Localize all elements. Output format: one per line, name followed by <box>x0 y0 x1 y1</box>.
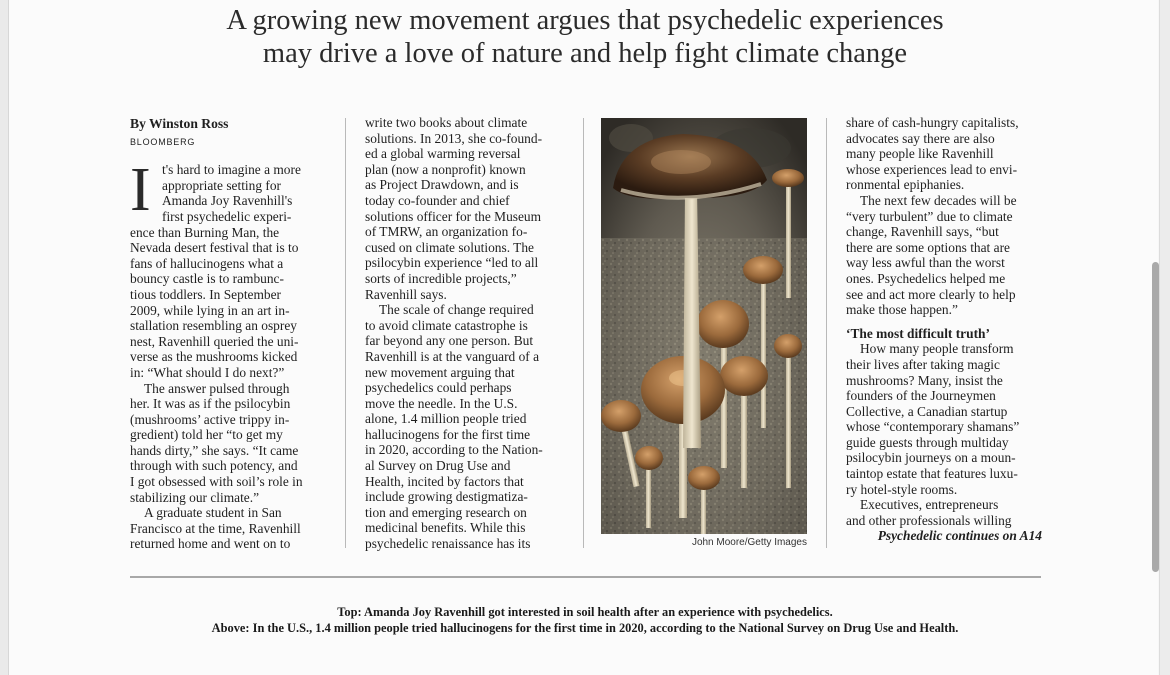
caption-line-1: Top: Amanda Joy Ravenhill got interested in soil health after an experience with psychedelics. <box>337 605 833 619</box>
text-line: psilocybin experience “led to all <box>365 255 539 271</box>
text-line: ronmental epiphanies. <box>846 177 965 193</box>
text-line: Health, incited by factors that <box>365 473 524 489</box>
text-line: taintop estate that features luxu- <box>846 466 1018 482</box>
text-line: and other professionals willing <box>846 512 1012 528</box>
text-line: far beyond any one person. But <box>365 333 534 349</box>
text-line: ence than Burning Man, the <box>130 224 280 240</box>
text-line: 2009, while lying in an art in- <box>130 302 290 318</box>
column-2 <box>365 115 565 552</box>
text-line: The answer pulsed through <box>144 380 290 396</box>
text-line: ed a global warming reversal <box>365 146 521 162</box>
text-line: (mushrooms’ active trippy in- <box>130 411 290 427</box>
text-line: Ravenhill is at the vanguard of a <box>365 348 540 364</box>
text-line: tion and emerging research on <box>365 504 527 520</box>
photo-credit: John Moore/Getty Images <box>691 537 807 548</box>
text-line: of TMRW, an organization fo- <box>365 224 528 240</box>
text-line: solutions officer for the Museum <box>365 208 542 224</box>
opening-paragraph <box>130 156 325 380</box>
paragraph-2 <box>130 381 325 506</box>
text-line: her. It was as if the psilocybin <box>130 396 291 412</box>
text-line: guide guests through multiday <box>846 434 1009 450</box>
text-line: appropriate setting for <box>162 177 281 193</box>
text-line: founders of the Journeymen <box>846 388 996 404</box>
paragraph-8 <box>846 341 1042 497</box>
text-line: see and act more clearly to help <box>846 286 1016 302</box>
text-line: as Project Drawdown, and is <box>365 177 519 193</box>
text-line: in: “What should I do next?” <box>130 364 285 380</box>
caption-rule <box>130 576 1041 578</box>
text-line: alone, 1.4 million people tried <box>365 411 527 427</box>
text-line: t's hard to imagine a more <box>162 162 301 178</box>
paragraph-7 <box>846 193 1042 318</box>
mushroom-photo <box>601 118 807 534</box>
text-line: include growing destigmatiza- <box>365 489 528 505</box>
column-rule <box>583 118 584 548</box>
text-line: solutions. In 2013, she co-found- <box>365 130 543 146</box>
text-line: psychedelics could perhaps <box>365 380 512 396</box>
text-line: fans of hallucinogens what a <box>130 255 284 271</box>
text-line: Francisco at the time, Ravenhill <box>130 520 301 536</box>
text-line: ones. Psychedelics helped me <box>846 270 1006 286</box>
text-line: many people like Ravenhill <box>846 146 994 162</box>
text-line: stabilizing our climate.” <box>130 489 260 505</box>
text-line: tious toddlers. In September <box>130 286 281 302</box>
paragraph-9 <box>846 497 1042 528</box>
jump-line: Psychedelic continues on A14 <box>877 528 1042 544</box>
text-line: Amanda Joy Ravenhill's <box>162 193 293 209</box>
text-line: sorts of incredible projects,” <box>365 270 517 286</box>
text-line: new movement arguing that <box>365 364 515 380</box>
article-deck <box>0 4 1170 70</box>
text-line: returned home and went on to <box>130 536 291 552</box>
text-line: write two books about climate <box>365 115 528 130</box>
text-line: cused on climate solutions. The <box>365 239 534 255</box>
agency-label: BLOOMBERG <box>130 136 196 147</box>
text-line: medicinal benefits. While this <box>365 520 526 536</box>
text-line: Executives, entrepreneurs <box>860 497 999 513</box>
scrollbar-thumb[interactable] <box>1152 262 1159 572</box>
text-line: verse as the mushrooms kicked <box>130 349 298 365</box>
text-line: hallucinogens for the first time <box>365 426 531 442</box>
deck-line-2: may drive a love of nature and help fight climate change <box>262 38 908 69</box>
paragraph-5 <box>365 302 565 552</box>
text-line: ry hotel-style rooms. <box>846 481 958 497</box>
text-line: today co-founder and chief <box>365 192 510 208</box>
text-line: whose “contemporary shamans” <box>846 419 1020 435</box>
scroll-track[interactable] <box>1159 0 1170 675</box>
column-1 <box>130 115 325 552</box>
text-line: “very turbulent” due to climate <box>846 208 1013 224</box>
column-3 <box>846 115 1042 544</box>
paragraph-3 <box>130 505 325 552</box>
text-line: advocates say there are also <box>846 130 995 146</box>
column-rule <box>826 118 827 548</box>
paragraph-6 <box>846 115 1042 193</box>
paragraph-4 <box>365 115 565 302</box>
text-line: to avoid climate catastrophe is <box>365 317 528 333</box>
text-line: their lives after taking magic <box>846 356 1000 372</box>
deck-line-1: A growing new movement argues that psychedelic experiences <box>226 5 944 36</box>
text-line: A graduate student in San <box>144 505 282 521</box>
text-line: move the needle. In the U.S. <box>365 395 518 411</box>
page-edge-left <box>0 0 9 675</box>
text-line: change, Ravenhill says, “but <box>846 224 999 240</box>
text-line: psilocybin journeys on a moun- <box>846 450 1016 466</box>
text-line: there are some options that are <box>846 239 1010 255</box>
text-line: gredient) told her “to get my <box>130 427 283 443</box>
caption-line-2: Above: In the U.S., 1.4 million people tried hallucinogens for the first time in 2020, according to the National Survey on Drug Use and Health. <box>211 621 959 635</box>
text-line: mushrooms? Many, insist the <box>846 372 1003 388</box>
text-line: al Survey on Drug Use and <box>365 458 511 474</box>
column-rule <box>345 118 346 548</box>
text-line: Nevada desert festival that is to <box>130 240 299 256</box>
paragraph-1 <box>130 162 325 380</box>
text-line: in 2020, according to the Nation- <box>365 442 543 458</box>
text-line: share of cash-hungry capitalists, <box>846 115 1019 130</box>
text-line: through with such potency, and <box>130 458 298 474</box>
text-line: How many people transform <box>860 341 1014 357</box>
photo-caption <box>0 604 1170 636</box>
text-line: bouncy castle is to rambunc- <box>130 271 284 287</box>
text-line: plan (now a nonprofit) known <box>365 161 526 177</box>
text-line: Ravenhill says. <box>365 286 447 302</box>
text-line: nest, Ravenhill queried the uni- <box>130 333 299 349</box>
text-line: Collective, a Canadian startup <box>846 403 1008 419</box>
text-line: way less awful than the worst <box>846 255 1005 271</box>
byline: By Winston Ross <box>130 116 229 131</box>
text-line: first psychedelic experi- <box>162 208 292 224</box>
text-line: make those happen.” <box>846 302 958 318</box>
text-line: The scale of change required <box>379 302 534 318</box>
text-line: whose experiences lead to envi- <box>846 161 1018 177</box>
text-line: stallation resembling an osprey <box>130 318 297 334</box>
text-line: psychedelic renaissance has its <box>365 536 531 552</box>
text-line: The next few decades will be <box>860 192 1017 208</box>
text-line: I got obsessed with soil’s role in <box>130 474 303 490</box>
mushroom-photo-illustration <box>601 118 807 534</box>
text-line: hands dirty,” she says. “It came <box>130 442 299 458</box>
subhead: ‘The most difficult truth’ <box>846 325 990 341</box>
drop-cap: I <box>130 156 151 225</box>
